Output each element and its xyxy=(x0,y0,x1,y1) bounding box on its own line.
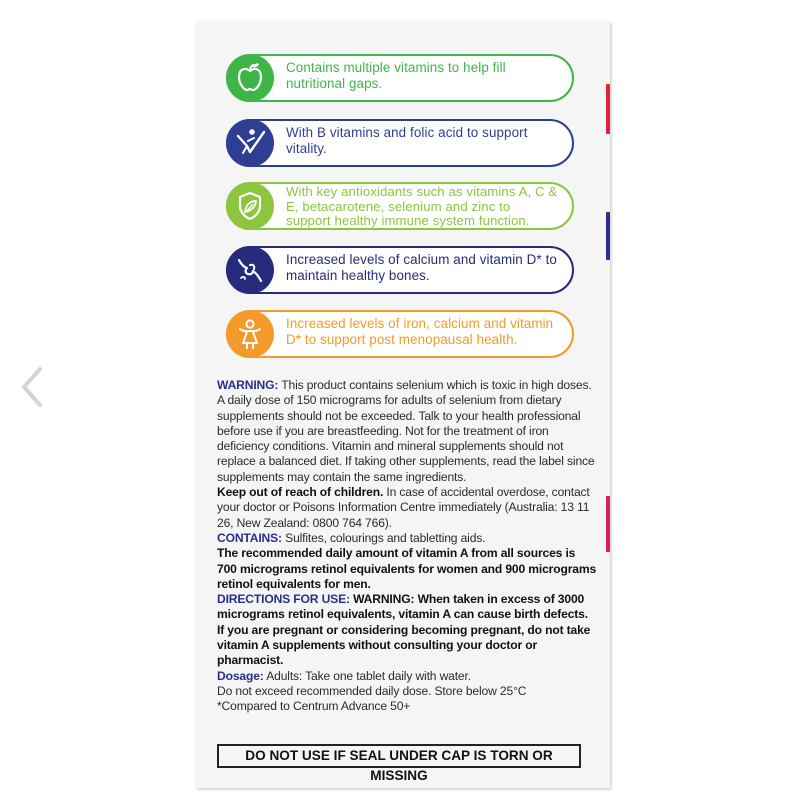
storage-paragraph: Do not exceed recommended daily dose. Store below 25°C xyxy=(217,683,527,698)
benefit-b-vitamins-text: With B vitamins and folic acid to support vitality. xyxy=(286,125,528,156)
joint-icon xyxy=(226,246,274,294)
apple-icon xyxy=(226,54,274,102)
vitality-figure-icon xyxy=(226,119,274,167)
benefit-bones-text: Increased levels of calcium and vitamin D* to maintain healthy bones. xyxy=(286,252,557,283)
side-tab-red xyxy=(606,84,610,134)
benefit-multivitamin xyxy=(226,54,574,102)
benefit-antioxidants xyxy=(226,182,574,230)
benefit-antioxidants-text: With key antioxidants such as vitamins A, C & E, betacarotene, selenium and zinc to support healthy immune system function. xyxy=(286,184,558,229)
seal-notice: DO NOT USE IF SEAL UNDER CAP IS TORN OR MISSING xyxy=(217,744,581,768)
benefit-menopausal xyxy=(226,310,574,358)
dosage-label: Dosage: xyxy=(217,668,264,683)
contains-paragraph xyxy=(217,531,597,546)
footnote: *Compared to Centrum Advance 50+ xyxy=(217,699,411,714)
vitamin-a-paragraph: The recommended daily amount of vitamin A from all sources is 700 micrograms retinol equivalents for women and 900 micrograms retinol equivalents for men. xyxy=(217,546,597,591)
carousel-prev-button[interactable] xyxy=(18,366,48,408)
benefit-multivitamin-text: Contains multiple vitamins to help fill nutritional gaps. xyxy=(286,60,506,91)
directions-paragraph xyxy=(217,592,597,668)
woman-figure-icon xyxy=(226,310,274,358)
warning-paragraph xyxy=(217,378,597,485)
side-tab-pink xyxy=(606,496,610,552)
warning-label: WARNING: xyxy=(217,378,279,392)
label-copy xyxy=(217,378,597,715)
keep-out-paragraph xyxy=(217,485,597,531)
keep-out-text: In case of accidental overdose, contact your doctor or Poisons Information Centre immediately (Australia: 13 11 26, New Zealand: 0800 764 766). xyxy=(217,485,590,530)
directions-text: WARNING: When taken in excess of 3000 micrograms retinol equivalents, vitamin A can cause birth defects. If you are pregnant or considering becoming pregnant, do not take vitamin A supplements without consulting your doctor or pharmacist. xyxy=(217,592,591,668)
benefit-menopausal-text: Increased levels of iron, calcium and vitamin D* to support post menopausal health. xyxy=(286,316,554,347)
benefit-bones xyxy=(226,246,574,294)
dosage-paragraph xyxy=(217,669,597,684)
dosage-text: Adults: Take one tablet daily with water. xyxy=(263,668,471,683)
shield-leaf-icon xyxy=(226,182,274,230)
chevron-left-icon xyxy=(18,366,48,408)
keep-out-label: Keep out of reach of children. xyxy=(217,485,384,500)
directions-label: DIRECTIONS FOR USE: xyxy=(217,592,350,607)
product-box-back xyxy=(196,22,610,788)
contains-text: Sulfites, colourings and tabletting aids. xyxy=(281,530,486,545)
benefit-b-vitamins xyxy=(226,119,574,167)
contains-label: CONTAINS: xyxy=(217,530,282,545)
warning-text: This product contains selenium which is toxic in high doses. A daily dose of 150 micrograms for adults of selenium from dietary supplements should not be exceeded. Talk to your health professional before use if you are breastfeeding. Not for the treatment of iron deficiency conditions. Vitamin and mineral supplements should not replace a balanced diet. If taking other supplements, read the label since supplements may contain the same ingredients. xyxy=(217,378,595,484)
side-tab-navy xyxy=(606,212,610,260)
